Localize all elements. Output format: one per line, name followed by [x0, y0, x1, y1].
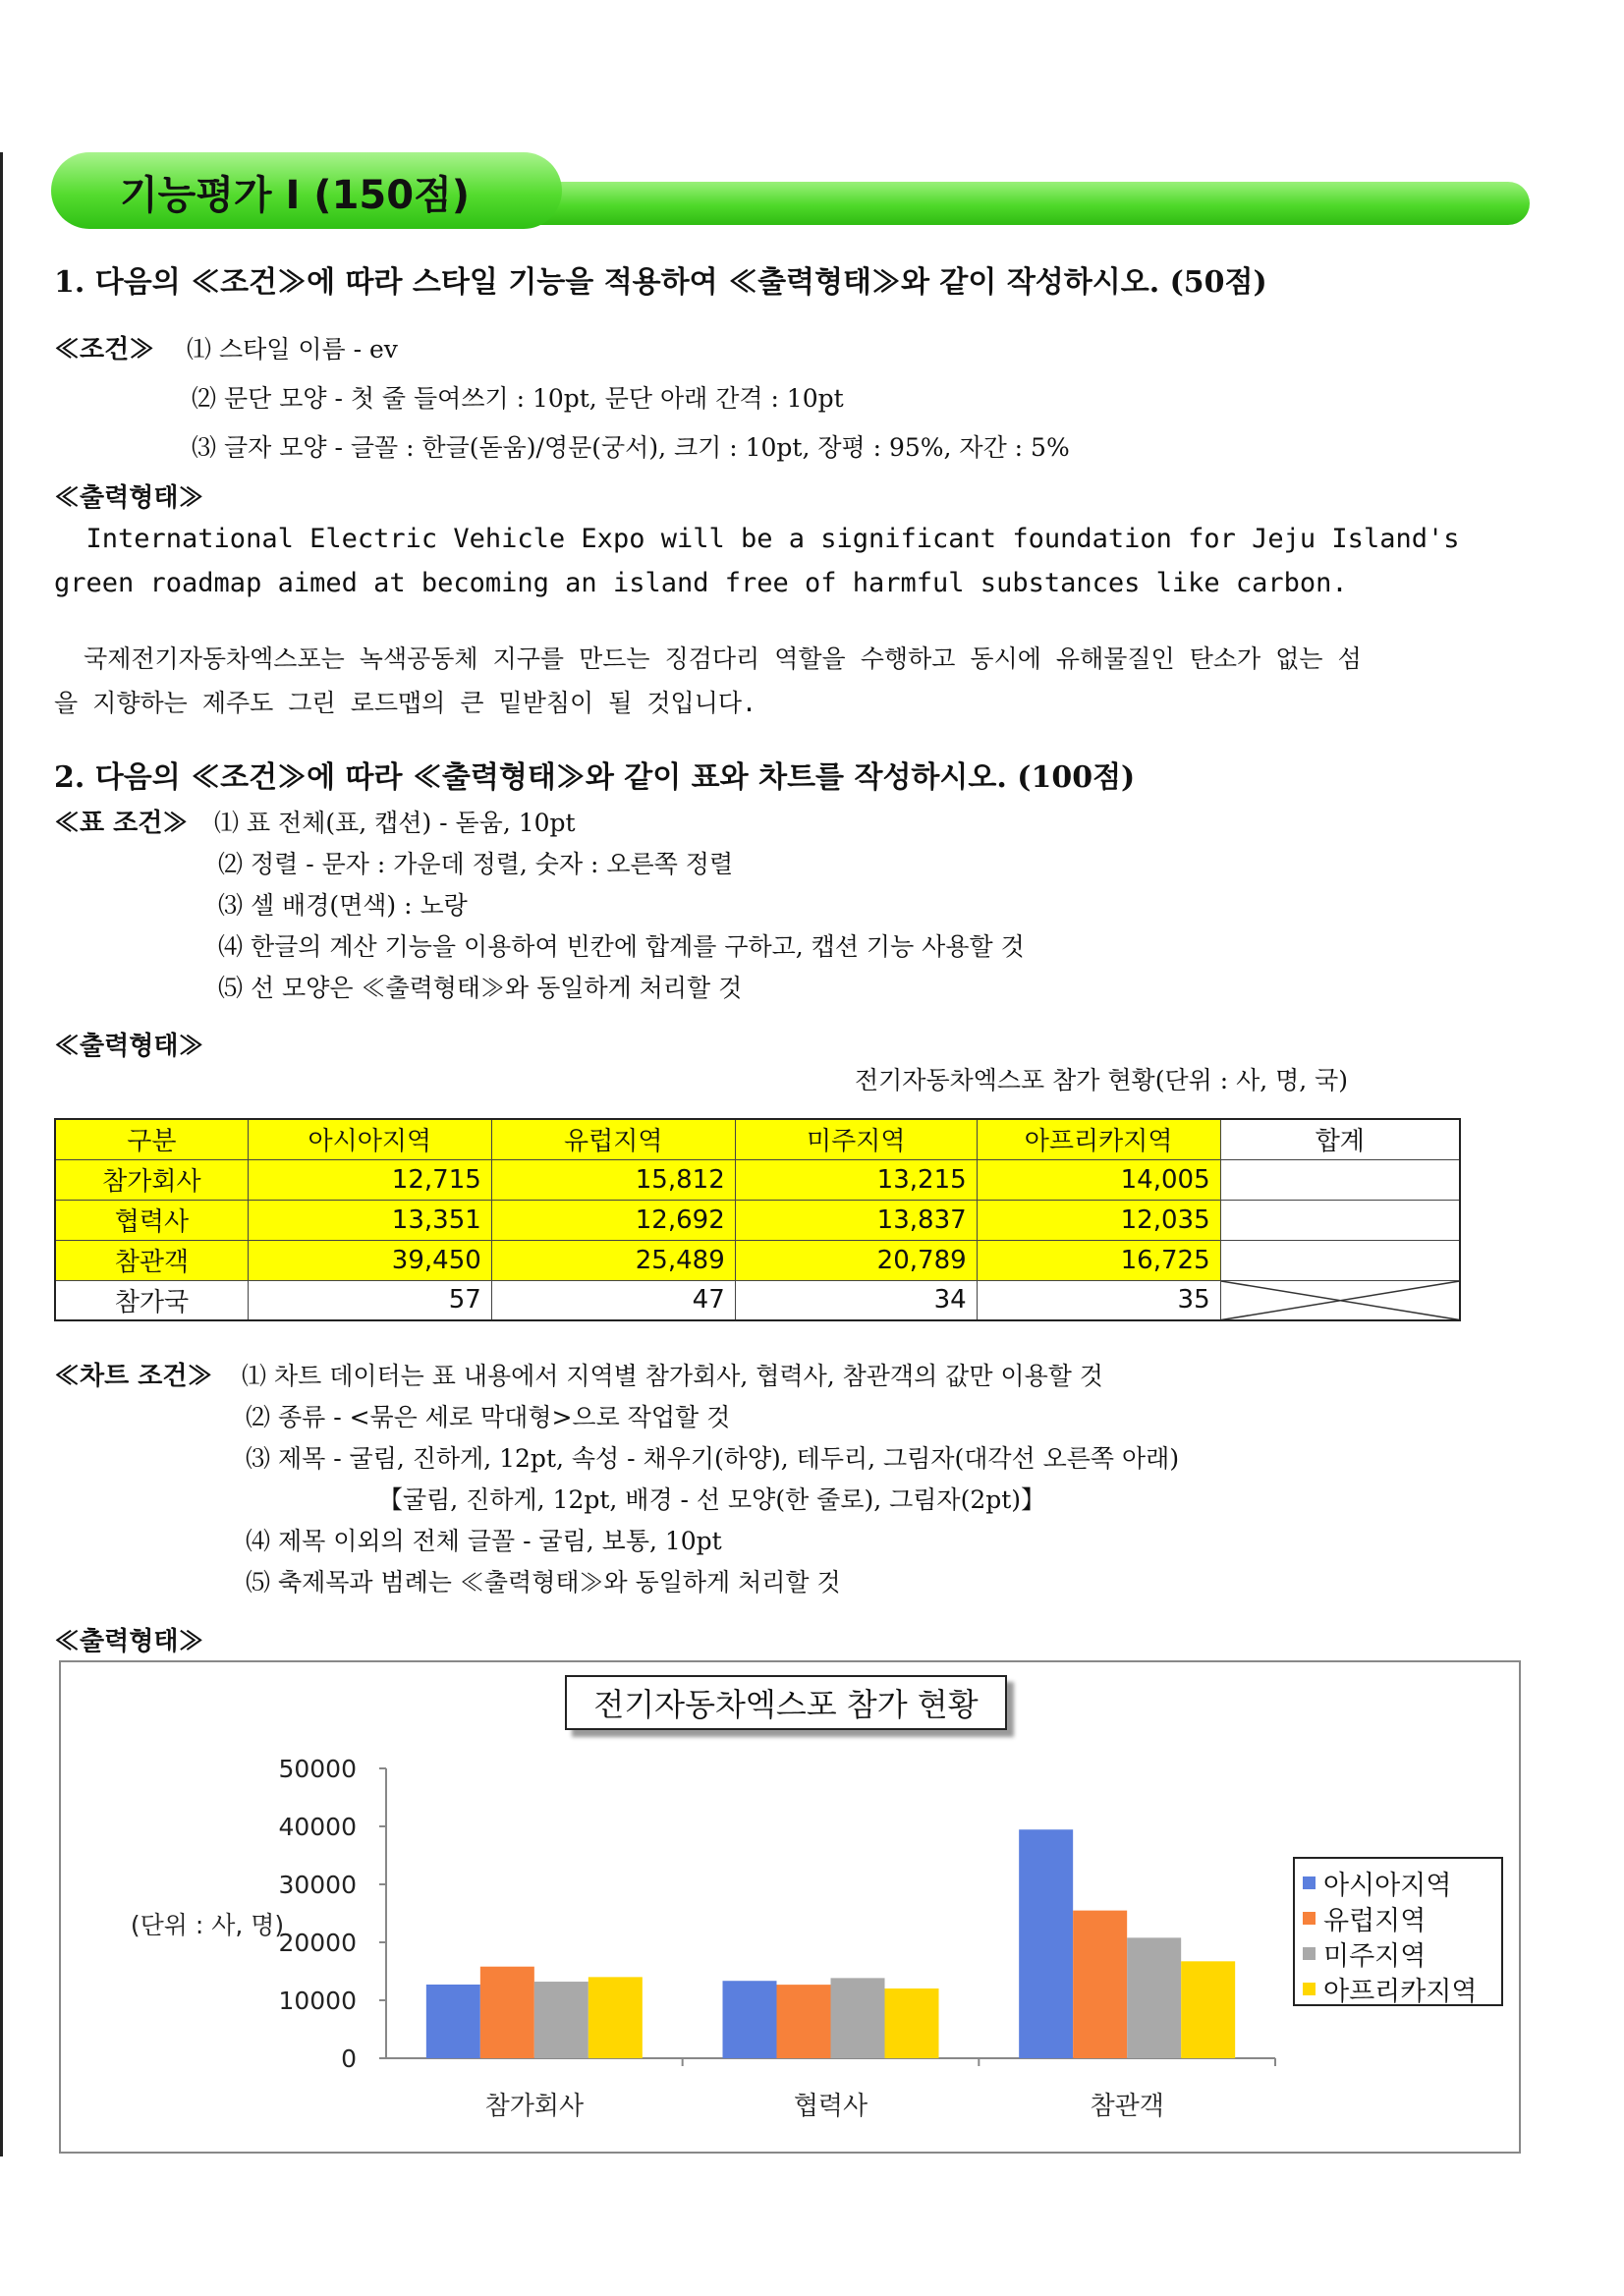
legend-swatch	[1303, 1947, 1316, 1960]
row-label-cell: 협력사	[55, 1200, 248, 1240]
bar	[831, 1978, 885, 2058]
q2-output-label: ≪출력형태≫	[54, 1032, 204, 1061]
value-cell: 16,725	[977, 1240, 1220, 1280]
header-cell: 유럽지역	[491, 1119, 735, 1159]
value-cell: 13,351	[248, 1200, 491, 1240]
legend-swatch	[1303, 1912, 1316, 1925]
legend-item	[1303, 1971, 1501, 2006]
data-table	[54, 1118, 1461, 1321]
table-row	[55, 1280, 1460, 1320]
y-tick-label: 30000	[278, 1871, 357, 1899]
bar	[777, 1985, 831, 2058]
row-label-cell: 참관객	[55, 1240, 248, 1280]
row-label-cell: 참가회사	[55, 1159, 248, 1200]
value-cell: 25,489	[491, 1240, 735, 1280]
value-cell: 15,812	[491, 1159, 735, 1200]
y-tick-label: 20000	[278, 1929, 357, 1957]
bar	[1181, 1961, 1235, 2058]
value-cell: 14,005	[977, 1159, 1220, 1200]
chart-condition-label: ≪차트 조건≫	[54, 1362, 213, 1391]
value-cell: 39,450	[248, 1240, 491, 1280]
chart-condition-4: ⑷ 제목 이외의 전체 글꼴 - 굴림, 보통, 10pt	[246, 1527, 722, 1555]
page-left-rule	[0, 152, 3, 2156]
bar	[723, 1981, 777, 2058]
legend-label: 미주지역	[1323, 1940, 1427, 1972]
y-axis-title: (단위 : 사, 명)	[130, 1911, 285, 1939]
chart-condition-5: ⑸ 축제목과 범례는 ≪출력형태≫와 동일하게 처리할 것	[246, 1568, 841, 1596]
chart-legend	[1293, 1857, 1503, 2006]
value-cell: 20,789	[735, 1240, 977, 1280]
value-cell: 35	[977, 1280, 1220, 1320]
header-cell: 아시아지역	[248, 1119, 491, 1159]
table-condition-2: ⑵ 정렬 - 문자 : 가운데 정렬, 숫자 : 오른쪽 정렬	[218, 850, 734, 878]
legend-item	[1303, 1900, 1501, 1935]
banner-pill	[51, 152, 562, 229]
chart-output-label: ≪출력형태≫	[54, 1627, 204, 1656]
value-cell: 12,692	[491, 1200, 735, 1240]
table-row	[55, 1200, 1460, 1240]
bar	[1019, 1829, 1073, 2058]
table-header-row	[55, 1119, 1460, 1159]
bar	[588, 1977, 643, 2058]
table-condition-4: ⑷ 한글의 계산 기능을 이용하여 빈칸에 합계를 구하고, 캡션 기능 사용할 것	[218, 932, 1025, 961]
header-cell: 아프리카지역	[977, 1119, 1220, 1159]
english-paragraph-line-1: International Electric Vehicle Expo will be a significant foundation for Jeju Island's	[54, 524, 1460, 554]
q1-condition-2: ⑵ 문단 모양 - 첫 줄 들여쓰기 : 10pt, 문단 아래 간격 : 10pt	[192, 384, 844, 413]
legend-swatch	[1303, 1983, 1316, 1995]
english-paragraph-line-2: green roadmap aimed at becoming an island free of harmful substances like carbon.	[54, 568, 1348, 598]
question-1-title: 1. 다음의 ≪조건≫에 따라 스타일 기능을 적용하여 ≪출력형태≫와 같이 작성하시오. (50점)	[54, 265, 1267, 300]
bar	[1127, 1937, 1181, 2058]
y-tick-label: 10000	[278, 1987, 357, 2015]
y-tick-label: 40000	[278, 1813, 357, 1841]
bar	[534, 1982, 588, 2058]
header-cell: 구분	[55, 1119, 248, 1159]
y-tick-label: 50000	[278, 1755, 357, 1783]
table-condition-label: ≪표 조건≫	[54, 809, 189, 838]
chart-condition-3b: 【굴림, 진하게, 12pt, 배경 - 선 모양(한 줄로), 그림자(2pt)】	[378, 1485, 1046, 1514]
diagonal-cross-icon	[1221, 1281, 1459, 1320]
header-cell: 합계	[1220, 1119, 1460, 1159]
y-tick-label: 0	[341, 2044, 357, 2073]
value-cell: 12,715	[248, 1159, 491, 1200]
value-cell: 34	[735, 1280, 977, 1320]
x-tick-label: 협력사	[793, 2092, 868, 2121]
value-cell: 57	[248, 1280, 491, 1320]
value-cell: 47	[491, 1280, 735, 1320]
chart-condition-1: ⑴ 차트 데이터는 표 내용에서 지역별 참가회사, 협력사, 참관객의 값만 이용할 것	[242, 1362, 1103, 1390]
table-caption: 전기자동차엑스포 참가 현황(단위 : 사, 명, 국)	[855, 1066, 1349, 1094]
legend-label: 아프리카지역	[1323, 1976, 1478, 2007]
table-row	[55, 1240, 1460, 1280]
legend-label: 유럽지역	[1323, 1905, 1427, 1936]
bar	[1073, 1911, 1127, 2058]
chart-condition-3a: ⑶ 제목 - 굴림, 진하게, 12pt, 속성 - 채우기(하양), 테두리, 그림자(대각선 오른쪽 아래)	[246, 1444, 1180, 1473]
question-2-title: 2. 다음의 ≪조건≫에 따라 ≪출력형태≫와 같이 표와 차트를 작성하시오. (100점)	[54, 760, 1136, 795]
legend-swatch	[1303, 1876, 1316, 1889]
table-condition-3: ⑶ 셀 배경(면색) : 노랑	[218, 891, 468, 920]
bar	[426, 1985, 480, 2058]
value-cell: 13,215	[735, 1159, 977, 1200]
q1-condition-label: ≪조건≫	[54, 335, 155, 364]
korean-paragraph-line-1: 국제전기자동차엑스포는 녹색공동체 지구를 만드는 징검다리 역할을 수행하고 동시에 유해물질인 탄소가 없는 섬	[54, 644, 1362, 673]
table-condition-5: ⑸ 선 모양은 ≪출력형태≫와 동일하게 처리할 것	[218, 974, 743, 1002]
table-row	[55, 1159, 1460, 1200]
chart-condition-2: ⑵ 종류 - <묶은 세로 막대형>으로 작업할 것	[246, 1403, 731, 1431]
x-tick-label: 참관객	[1090, 2092, 1164, 2121]
value-cell: 13,837	[735, 1200, 977, 1240]
sum-cell	[1220, 1159, 1460, 1200]
bar	[885, 1988, 939, 2058]
crossed-out-cell	[1220, 1280, 1460, 1320]
banner-bar	[464, 182, 1530, 225]
q1-condition-1: ⑴ 스타일 이름 - ev	[187, 335, 398, 364]
legend-item	[1303, 1865, 1501, 1900]
header-cell: 미주지역	[735, 1119, 977, 1159]
legend-label: 아시아지역	[1323, 1870, 1452, 1901]
table-condition-1: ⑴ 표 전체(표, 캡션) - 돋움, 10pt	[214, 809, 576, 837]
sum-cell	[1220, 1200, 1460, 1240]
korean-paragraph-line-2: 을 지향하는 제주도 그린 로드맵의 큰 밑받침이 될 것입니다.	[54, 689, 757, 717]
q1-condition-3: ⑶ 글자 모양 - 글꼴 : 한글(돋움)/영문(궁서), 크기 : 10pt, 장평 : 95%, 자간 : 5%	[192, 433, 1070, 462]
q1-output-label: ≪출력형태≫	[54, 483, 204, 513]
x-tick-label: 참가회사	[484, 2092, 585, 2121]
section-title: 기능평가 Ⅰ (150점)	[120, 173, 470, 218]
row-label-cell: 참가국	[55, 1280, 248, 1320]
sum-cell	[1220, 1240, 1460, 1280]
value-cell: 12,035	[977, 1200, 1220, 1240]
section-banner	[51, 152, 1530, 229]
legend-item	[1303, 1935, 1501, 1971]
bar	[480, 1967, 534, 2058]
chart-title: 전기자동차엑스포 참가 현황	[565, 1675, 1007, 1730]
